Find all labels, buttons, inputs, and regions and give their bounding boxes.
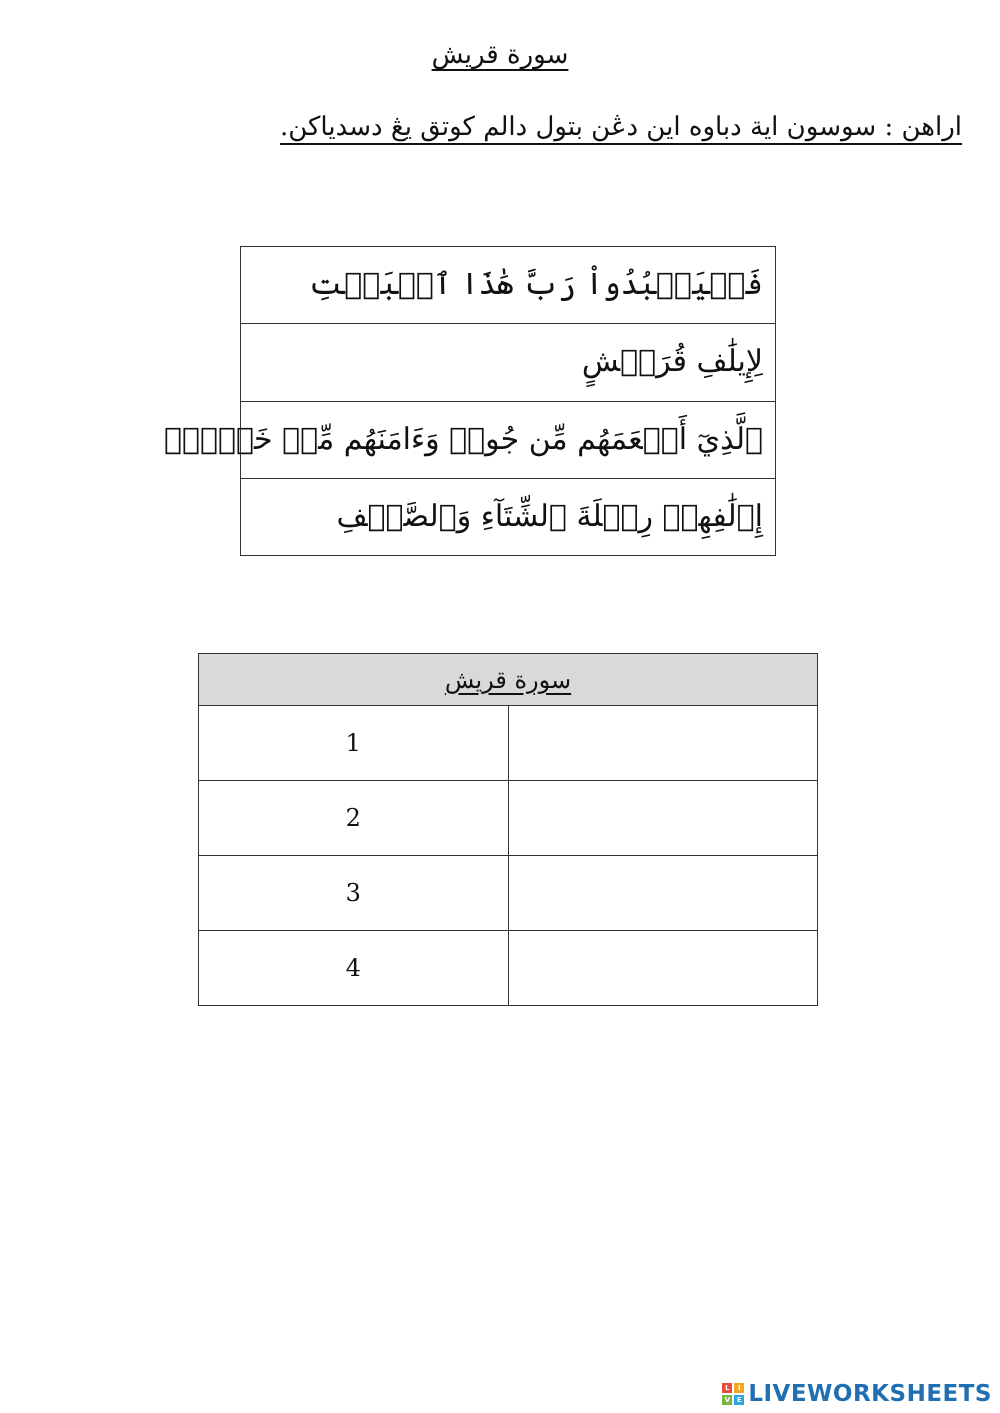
answer-table: [198, 653, 818, 1006]
answer-drop-slot[interactable]: [508, 856, 818, 931]
liveworksheets-brand: [722, 1381, 992, 1407]
logo-tile: E: [734, 1395, 744, 1405]
verse-option[interactable]: لِإِيلَٰفِ قُرَيۡشٍ: [241, 324, 776, 401]
row-number: 1: [199, 706, 509, 781]
verse-option[interactable]: ٱلَّذِيٓ أَطۡعَمَهُم مِّن جُوعٖ وَءَامَنَهُم مِّنۡ خَوۡفِۭ: [241, 401, 776, 478]
answer-table-header-text: سورة قريش: [444, 665, 572, 694]
row-number: 2: [199, 781, 509, 856]
instruction-text: اراهن : سوسون اية دباوه اين دڠن بتول دالم کوتق يڠ دسدياکن.: [280, 112, 962, 142]
row-number: 3: [199, 856, 509, 931]
page-title: [0, 40, 1000, 70]
row-number: 4: [199, 931, 509, 1006]
brand-name: LIVEWORKSHEETS: [748, 1381, 992, 1407]
verse-option[interactable]: إِۦلَٰفِهِمۡ رِحۡلَةَ ٱلشِّتَآءِ وَٱلصَّيۡفِ: [241, 478, 776, 555]
answer-table-header: [199, 654, 818, 706]
liveworksheets-logo-icon: [722, 1383, 744, 1405]
verse-options-table: [164, 246, 776, 556]
answer-drop-slot[interactable]: [508, 931, 818, 1006]
logo-tile: L: [722, 1383, 732, 1393]
logo-tile: I: [734, 1383, 744, 1393]
answer-drop-slot[interactable]: [508, 781, 818, 856]
verse-option[interactable]: فَلۡيَعۡبُدُواْ رَبَّ هَٰذَا ٱلۡبَيۡتِ: [241, 247, 776, 324]
page-title-text: سورة قريش: [431, 40, 569, 70]
answer-drop-slot[interactable]: [508, 706, 818, 781]
logo-tile: V: [722, 1395, 732, 1405]
